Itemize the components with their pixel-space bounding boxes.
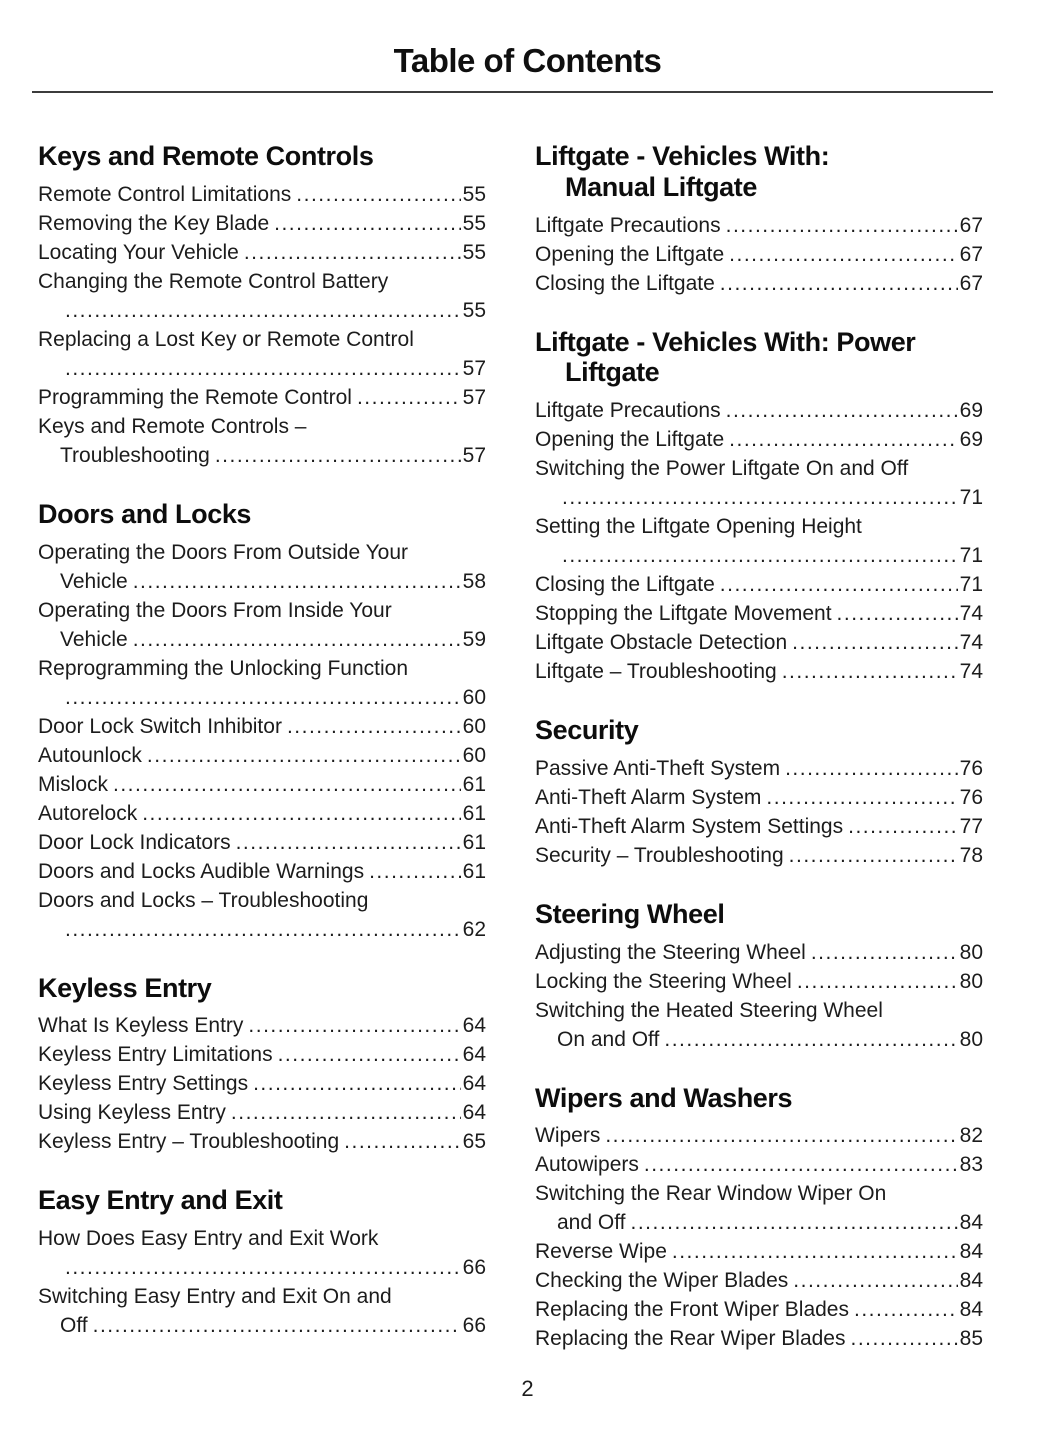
entry-title: Changing the Remote Control Battery xyxy=(38,269,389,293)
entry-row xyxy=(535,541,983,570)
toc-entry xyxy=(535,570,983,599)
entry-row xyxy=(38,567,486,596)
toc-entry xyxy=(535,657,983,686)
entry-page-number: 64 xyxy=(462,1101,486,1125)
toc-entry xyxy=(535,240,983,269)
entry-title-continued: Off xyxy=(60,1314,88,1338)
entry-row xyxy=(535,1121,983,1150)
entry-page-number: 65 xyxy=(462,1130,486,1154)
dot-leader xyxy=(65,296,461,325)
dot-leader xyxy=(147,741,461,770)
entry-title: Replacing the Front Wiper Blades xyxy=(535,1298,849,1322)
entry-title: Closing the Liftgate xyxy=(535,271,715,295)
toc-entry xyxy=(535,1266,983,1295)
entry-title: Door Lock Indicators xyxy=(38,830,231,854)
toc-entry xyxy=(38,596,486,654)
entry-page-number: 71 xyxy=(959,486,983,510)
entry-page-number: 83 xyxy=(959,1153,983,1177)
section-heading xyxy=(535,327,983,389)
dot-leader xyxy=(142,799,460,828)
entry-title: Mislock xyxy=(38,772,109,796)
entry-page-number: 59 xyxy=(462,627,486,651)
section-heading-line: Easy Entry and Exit xyxy=(38,1185,283,1216)
entry-title: Keys and Remote Controls – xyxy=(38,414,307,438)
dot-leader xyxy=(253,1069,461,1098)
entry-page-number: 62 xyxy=(462,917,486,941)
entry-page-number: 55 xyxy=(462,182,486,206)
entry-title: Programming the Remote Control xyxy=(38,385,352,409)
toc-entry xyxy=(38,325,486,383)
entry-title: Locating Your Vehicle xyxy=(38,240,239,264)
entry-title: Operating the Doors From Inside Your xyxy=(38,598,392,622)
dot-leader xyxy=(729,240,957,269)
entry-row xyxy=(38,1040,486,1069)
dot-leader xyxy=(792,628,957,657)
entry-title: Adjusting the Steering Wheel xyxy=(535,940,806,964)
entry-page-number: 76 xyxy=(959,785,983,809)
entry-row xyxy=(38,441,486,470)
dot-leader xyxy=(854,1295,958,1324)
section-heading-line: Steering Wheel xyxy=(535,898,725,929)
dot-leader xyxy=(65,683,461,712)
toc-entry xyxy=(535,938,983,967)
dot-leader xyxy=(811,938,958,967)
entry-row xyxy=(535,240,983,269)
toc-entry xyxy=(38,770,486,799)
toc-entry xyxy=(535,812,983,841)
section-heading-line: Liftgate - Vehicles With: Power xyxy=(535,326,916,357)
entry-row xyxy=(38,857,486,886)
toc-entry xyxy=(38,654,486,712)
toc-entry xyxy=(38,886,486,944)
entry-page-number: 74 xyxy=(959,631,983,655)
dot-leader xyxy=(851,1324,958,1353)
section-heading xyxy=(38,141,486,172)
entry-title: Opening the Liftgate xyxy=(535,428,725,452)
dot-leader xyxy=(357,383,461,412)
entry-row xyxy=(38,915,486,944)
entry-page-number: 76 xyxy=(959,756,983,780)
dot-leader xyxy=(726,396,958,425)
dot-leader xyxy=(133,625,461,654)
dot-leader xyxy=(562,483,958,512)
toc-entry xyxy=(535,396,983,425)
toc-entry xyxy=(535,269,983,298)
entry-title: Operating the Doors From Outside Your xyxy=(38,540,409,564)
entry-title-continued: and Off xyxy=(557,1211,626,1235)
dot-leader xyxy=(837,599,958,628)
section-heading xyxy=(38,1185,486,1216)
toc-entry xyxy=(535,841,983,870)
toc-section xyxy=(38,1185,486,1340)
toc-column xyxy=(535,141,983,1382)
entry-title: Checking the Wiper Blades xyxy=(535,1269,789,1293)
entry-row xyxy=(38,1127,486,1156)
entry-page-number: 64 xyxy=(462,1072,486,1096)
toc-entry xyxy=(535,211,983,240)
section-heading-line: Keyless Entry xyxy=(38,972,212,1003)
section-heading-line: Manual Liftgate xyxy=(565,171,758,202)
entry-row xyxy=(535,483,983,512)
dot-leader xyxy=(65,1253,461,1282)
entry-page-number: 78 xyxy=(959,843,983,867)
entry-row xyxy=(38,683,486,712)
entry-title: Using Keyless Entry xyxy=(38,1101,226,1125)
toc-section xyxy=(535,141,983,298)
dot-leader xyxy=(248,1011,460,1040)
entry-title-continued: Vehicle xyxy=(60,627,128,651)
dot-leader xyxy=(344,1127,460,1156)
toc-entry xyxy=(38,741,486,770)
entry-title: Autowipers xyxy=(535,1153,639,1177)
entry-title: Removing the Key Blade xyxy=(38,211,270,235)
toc-entry xyxy=(535,783,983,812)
entry-page-number: 80 xyxy=(959,969,983,993)
entry-title: Setting the Liftgate Opening Height xyxy=(535,515,862,539)
entry-title: Passive Anti-Theft System xyxy=(535,756,781,780)
toc-entry xyxy=(38,238,486,267)
entry-title: Door Lock Switch Inhibitor xyxy=(38,714,282,738)
toc-entry xyxy=(535,754,983,783)
entry-row xyxy=(38,180,486,209)
section-heading-line: Liftgate - Vehicles With: xyxy=(535,141,830,171)
toc-entry xyxy=(38,209,486,238)
entry-page-number: 80 xyxy=(959,1027,983,1051)
section-heading xyxy=(535,141,983,203)
section-heading-line: Security xyxy=(535,715,639,746)
entry-page-number: 71 xyxy=(959,573,983,597)
entry-title: Autorelock xyxy=(38,801,138,825)
dot-leader xyxy=(793,1266,957,1295)
entry-row xyxy=(38,712,486,741)
entry-page-number: 55 xyxy=(462,240,486,264)
entry-row xyxy=(535,628,983,657)
dot-leader xyxy=(562,541,958,570)
entry-title: Opening the Liftgate xyxy=(535,242,725,266)
entry-row xyxy=(38,296,486,325)
toc-entry xyxy=(38,828,486,857)
entry-row xyxy=(38,828,486,857)
toc-entry xyxy=(38,267,486,325)
dot-leader xyxy=(644,1150,958,1179)
entry-row xyxy=(535,1025,983,1054)
entry-page-number: 64 xyxy=(462,1043,486,1067)
entry-page-number: 61 xyxy=(462,772,486,796)
entry-page-number: 58 xyxy=(462,569,486,593)
entry-title: Liftgate Precautions xyxy=(535,213,721,237)
toc-entry xyxy=(38,180,486,209)
toc-section xyxy=(38,973,486,1157)
entry-title: Liftgate – Troubleshooting xyxy=(535,660,777,684)
entry-page-number: 74 xyxy=(959,660,983,684)
entry-page-number: 77 xyxy=(959,814,983,838)
toc-entry xyxy=(38,1011,486,1040)
entry-title-continued: On and Off xyxy=(557,1027,660,1051)
entry-page-number: 57 xyxy=(462,385,486,409)
toc-section xyxy=(38,499,486,944)
toc-entry xyxy=(535,425,983,454)
entry-row xyxy=(535,1208,983,1237)
entry-page-number: 85 xyxy=(959,1327,983,1351)
toc-entry xyxy=(38,712,486,741)
toc-entry xyxy=(535,1179,983,1237)
toc-columns xyxy=(0,141,1055,1382)
entry-page-number: 61 xyxy=(462,859,486,883)
toc-entry xyxy=(38,383,486,412)
entry-title: Reprogramming the Unlocking Function xyxy=(38,656,409,680)
toc-entry xyxy=(535,1324,983,1353)
entry-page-number: 67 xyxy=(959,213,983,237)
dot-leader xyxy=(113,770,461,799)
entry-title: Switching Easy Entry and Exit On and xyxy=(38,1285,392,1309)
dot-leader xyxy=(848,812,958,841)
entry-page-number: 66 xyxy=(462,1314,486,1338)
toc-column xyxy=(38,141,486,1382)
toc-section xyxy=(535,715,983,870)
toc-entry xyxy=(38,857,486,886)
toc-entry xyxy=(535,996,983,1054)
dot-leader xyxy=(369,857,461,886)
dot-leader xyxy=(133,567,461,596)
entry-row xyxy=(535,1237,983,1266)
dot-leader xyxy=(766,783,957,812)
toc-entry xyxy=(38,1282,486,1340)
entry-row xyxy=(38,1069,486,1098)
entry-page-number: 82 xyxy=(959,1124,983,1148)
entry-page-number: 57 xyxy=(462,356,486,380)
entry-row xyxy=(535,1295,983,1324)
entry-title: Keyless Entry – Troubleshooting xyxy=(38,1130,340,1154)
dot-leader xyxy=(215,441,461,470)
toc-entry xyxy=(535,1121,983,1150)
toc-section xyxy=(535,1083,983,1354)
toc-entry xyxy=(535,454,983,512)
entry-page-number: 74 xyxy=(959,602,983,626)
entry-row xyxy=(38,354,486,383)
page-number: 2 xyxy=(521,1376,534,1401)
entry-title: Locking the Steering Wheel xyxy=(535,969,792,993)
entry-page-number: 64 xyxy=(462,1014,486,1038)
section-heading xyxy=(535,1083,983,1114)
section-heading-line: Liftgate xyxy=(565,357,660,388)
entry-title: Remote Control Limitations xyxy=(38,182,292,206)
entry-title: Replacing the Rear Wiper Blades xyxy=(535,1327,846,1351)
entry-title: Keyless Entry Limitations xyxy=(38,1043,273,1067)
entry-row xyxy=(535,211,983,240)
dot-leader xyxy=(296,180,460,209)
entry-row xyxy=(38,383,486,412)
entry-row xyxy=(535,754,983,783)
entry-row xyxy=(38,1311,486,1340)
entry-row xyxy=(535,1266,983,1295)
entry-title: Anti-Theft Alarm System Settings xyxy=(535,814,844,838)
toc-entry xyxy=(38,1040,486,1069)
entry-row xyxy=(38,238,486,267)
entry-page-number: 57 xyxy=(462,443,486,467)
entry-row xyxy=(38,1253,486,1282)
toc-entry xyxy=(535,599,983,628)
entry-row xyxy=(38,625,486,654)
toc-section xyxy=(38,141,486,470)
entry-row xyxy=(535,1324,983,1353)
entry-row xyxy=(38,1098,486,1127)
entry-title: What Is Keyless Entry xyxy=(38,1014,244,1038)
dot-leader xyxy=(274,209,461,238)
entry-page-number: 61 xyxy=(462,801,486,825)
entry-row xyxy=(38,770,486,799)
dot-leader xyxy=(65,354,461,383)
toc-entry xyxy=(38,412,486,470)
entry-row xyxy=(535,1150,983,1179)
entry-row xyxy=(535,425,983,454)
entry-title: Autounlock xyxy=(38,743,142,767)
entry-title-continued: Vehicle xyxy=(60,569,128,593)
toc-section xyxy=(535,327,983,687)
entry-title: Switching the Rear Window Wiper On xyxy=(535,1182,887,1206)
title-divider xyxy=(32,91,993,93)
entry-row xyxy=(535,599,983,628)
entry-row xyxy=(38,1011,486,1040)
entry-title-continued: Troubleshooting xyxy=(60,443,210,467)
entry-row xyxy=(535,657,983,686)
dot-leader xyxy=(93,1311,461,1340)
entry-page-number: 61 xyxy=(462,830,486,854)
entry-row xyxy=(535,967,983,996)
entry-page-number: 84 xyxy=(959,1211,983,1235)
entry-title: Liftgate Obstacle Detection xyxy=(535,631,788,655)
entry-row xyxy=(535,570,983,599)
section-heading-line: Wipers and Washers xyxy=(535,1082,793,1113)
entry-title: Doors and Locks – Troubleshooting xyxy=(38,888,369,912)
entry-page-number: 60 xyxy=(462,685,486,709)
entry-page-number: 71 xyxy=(959,544,983,568)
entry-title: Switching the Power Liftgate On and Off xyxy=(535,457,909,481)
entry-row xyxy=(38,741,486,770)
section-heading xyxy=(38,499,486,530)
toc-entry xyxy=(535,1150,983,1179)
dot-leader xyxy=(729,425,957,454)
dot-leader xyxy=(631,1208,958,1237)
entry-title: Stopping the Liftgate Movement xyxy=(535,602,832,626)
entry-page-number: 67 xyxy=(959,271,983,295)
entry-title: Reverse Wipe xyxy=(535,1240,667,1264)
dot-leader xyxy=(720,570,958,599)
entry-row xyxy=(535,812,983,841)
entry-title: How Does Easy Entry and Exit Work xyxy=(38,1227,379,1251)
toc-entry xyxy=(38,799,486,828)
toc-section xyxy=(535,899,983,1054)
entry-page-number: 69 xyxy=(959,428,983,452)
dot-leader xyxy=(236,828,461,857)
toc-entry xyxy=(38,538,486,596)
section-heading-line: Doors and Locks xyxy=(38,498,252,529)
toc-entry xyxy=(38,1127,486,1156)
entry-title: Switching the Heated Steering Wheel xyxy=(535,998,883,1022)
entry-title: Replacing a Lost Key or Remote Control xyxy=(38,327,414,351)
dot-leader xyxy=(287,712,461,741)
toc-entry xyxy=(535,1295,983,1324)
entry-page-number: 80 xyxy=(959,940,983,964)
toc-entry xyxy=(38,1069,486,1098)
dot-leader xyxy=(231,1098,461,1127)
toc-entry xyxy=(535,628,983,657)
dot-leader xyxy=(65,915,461,944)
toc-entry xyxy=(38,1224,486,1282)
dot-leader xyxy=(789,841,958,870)
entry-row xyxy=(38,209,486,238)
entry-page-number: 66 xyxy=(462,1256,486,1280)
dot-leader xyxy=(605,1121,957,1150)
entry-page-number: 84 xyxy=(959,1240,983,1264)
page-title: Table of Contents xyxy=(393,42,662,79)
dot-leader xyxy=(278,1040,461,1069)
entry-title: Anti-Theft Alarm System xyxy=(535,785,762,809)
entry-page-number: 60 xyxy=(462,743,486,767)
entry-row xyxy=(535,396,983,425)
entry-page-number: 84 xyxy=(959,1298,983,1322)
entry-title: Wipers xyxy=(535,1124,601,1148)
section-heading-line: Keys and Remote Controls xyxy=(38,141,374,171)
entry-page-number: 55 xyxy=(462,211,486,235)
toc-entry xyxy=(535,512,983,570)
section-heading xyxy=(535,715,983,746)
entry-page-number: 55 xyxy=(462,298,486,322)
entry-row xyxy=(535,783,983,812)
entry-title: Keyless Entry Settings xyxy=(38,1072,249,1096)
toc-entry xyxy=(535,967,983,996)
entry-page-number: 69 xyxy=(959,399,983,423)
entry-row xyxy=(38,799,486,828)
entry-row xyxy=(535,841,983,870)
dot-leader xyxy=(726,211,958,240)
dot-leader xyxy=(720,269,958,298)
dot-leader xyxy=(785,754,958,783)
entry-title: Doors and Locks Audible Warnings xyxy=(38,859,365,883)
entry-page-number: 67 xyxy=(959,242,983,266)
entry-row xyxy=(535,269,983,298)
dot-leader xyxy=(797,967,958,996)
dot-leader xyxy=(664,1025,957,1054)
dot-leader xyxy=(244,238,461,267)
section-heading xyxy=(535,899,983,930)
entry-row xyxy=(535,938,983,967)
section-heading xyxy=(38,973,486,1004)
entry-page-number: 60 xyxy=(462,714,486,738)
toc-entry xyxy=(38,1098,486,1127)
entry-title: Closing the Liftgate xyxy=(535,573,715,597)
dot-leader xyxy=(672,1237,958,1266)
entry-page-number: 84 xyxy=(959,1269,983,1293)
dot-leader xyxy=(782,657,958,686)
entry-title: Liftgate Precautions xyxy=(535,399,721,423)
toc-entry xyxy=(535,1237,983,1266)
entry-title: Security – Troubleshooting xyxy=(535,843,784,867)
